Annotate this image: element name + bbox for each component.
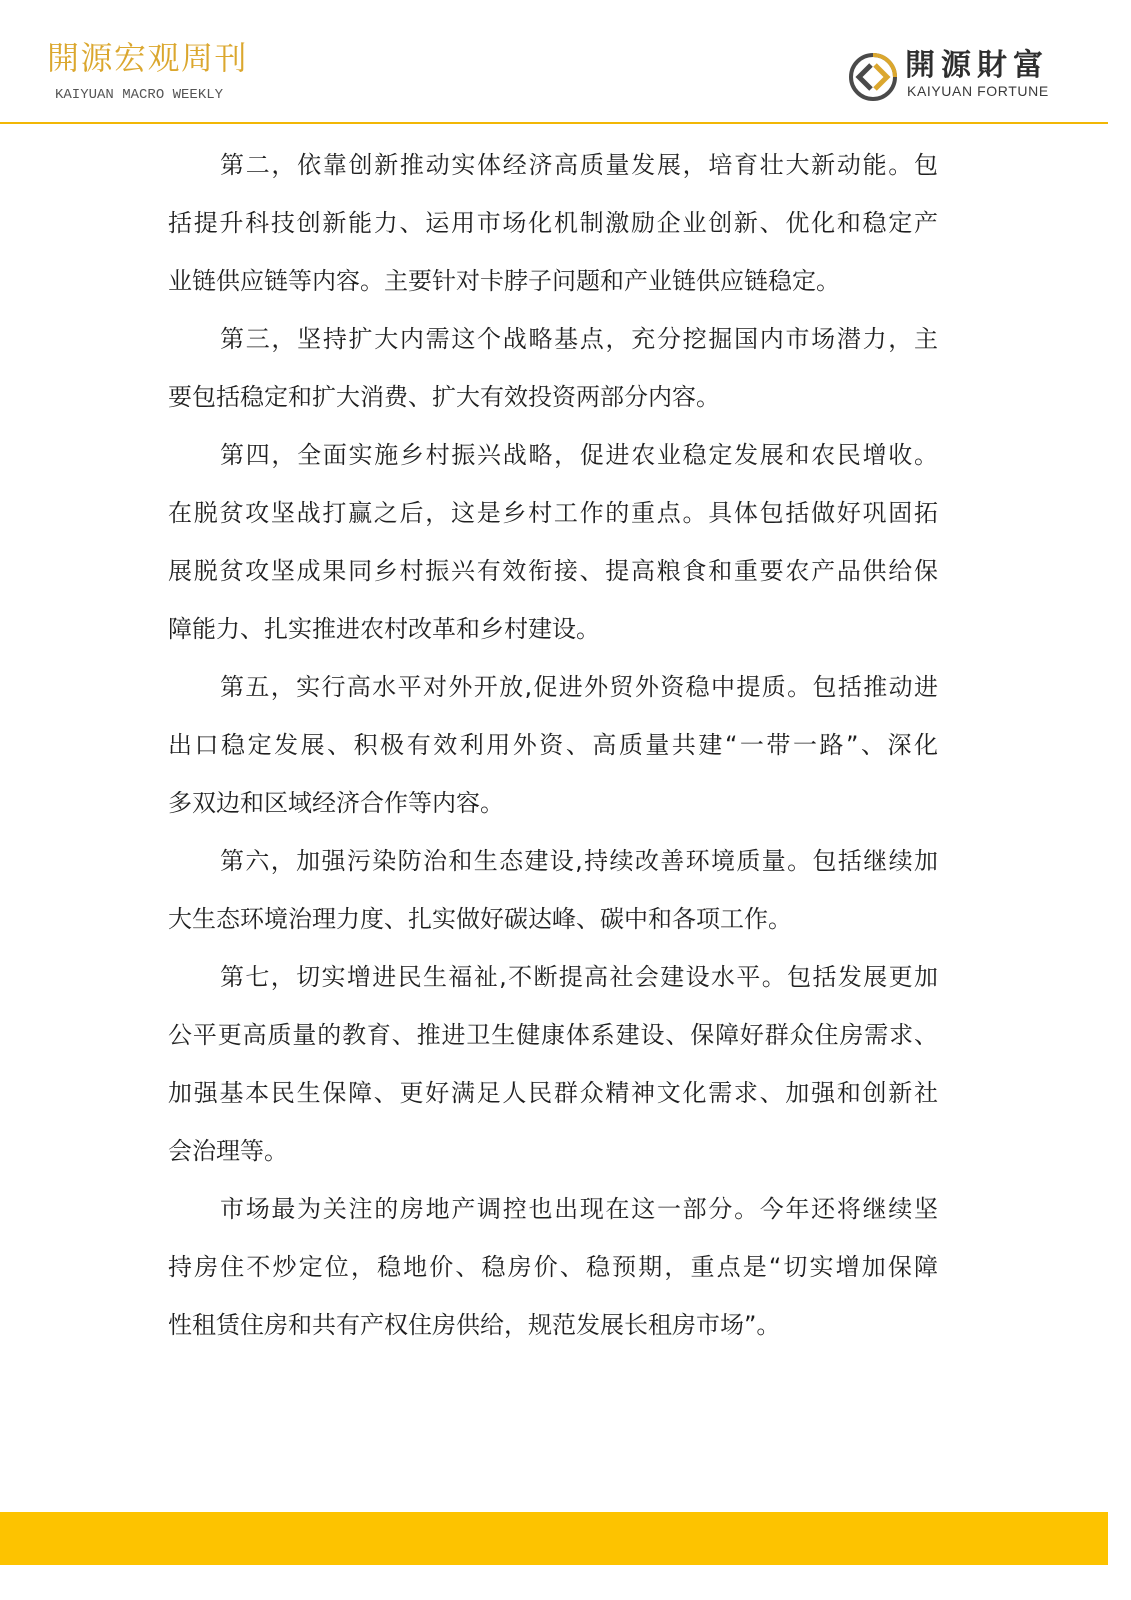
text-line: 性租赁住房和共有产权住房供给，规范发展长租房市场”。 <box>168 1311 781 1339</box>
article-body <box>168 136 938 1354</box>
text-line: 业链供应链等内容。主要针对卡脖子问题和产业链供应链稳定。 <box>168 267 840 295</box>
paragraph-6-ecology <box>168 832 938 948</box>
text-line: 加强基本民生保障、更好满足人民群众精神文化需求、加强和创新社 <box>168 1079 938 1107</box>
text-line: 市场最为关注的房地产调控也出现在这一部分。今年还将继续坚 <box>220 1195 938 1223</box>
text-line: 出口稳定发展、积极有效利用外资、高质量共建“一带一路”、深化 <box>168 731 938 759</box>
text-line: 第六，加强污染防治和生态建设,持续改善环境质量。包括继续加 <box>220 847 938 875</box>
text-line: 第四，全面实施乡村振兴战略，促进农业稳定发展和农民增收。 <box>220 441 938 469</box>
paragraph-2-innovation <box>168 136 938 310</box>
publication-subtitle: KAIYUAN MACRO WEEKLY <box>55 87 224 103</box>
text-line: 第五，实行高水平对外开放,促进外贸外资稳中提质。包括推动进 <box>220 673 938 701</box>
text-line: 大生态环境治理力度、扎实做好碳达峰、碳中和各项工作。 <box>168 905 792 933</box>
text-line: 要包括稳定和扩大消费、扩大有效投资两部分内容。 <box>168 383 720 411</box>
publication-title: 開源宏观周刊 <box>47 39 249 77</box>
paragraph-5-opening-up <box>168 658 938 832</box>
text-line: 会治理等。 <box>168 1137 288 1165</box>
footer-bar <box>0 1512 1108 1565</box>
text-line: 第三，坚持扩大内需这个战略基点，充分挖掘国内市场潜力，主 <box>220 325 938 353</box>
paragraph-real-estate <box>168 1180 938 1354</box>
text-line: 在脱贫攻坚战打赢之后，这是乡村工作的重点。具体包括做好巩固拓 <box>168 499 938 527</box>
logo-name: 開源財富 <box>905 48 1049 83</box>
text-line: 第二，依靠创新推动实体经济高质量发展，培育壮大新动能。包 <box>220 151 938 179</box>
text-line: 第七，切实增进民生福祉,不断提高社会建设水平。包括发展更加 <box>220 963 938 991</box>
header-divider <box>0 122 1108 124</box>
kaiyuan-chevron-circle-icon <box>847 51 899 103</box>
paragraph-3-domestic-demand <box>168 310 938 426</box>
text-line: 多双边和区域经济合作等内容。 <box>168 789 504 817</box>
text-line: 括提升科技创新能力、运用市场化机制激励企业创新、优化和稳定产 <box>168 209 938 237</box>
paragraph-4-rural-revitalization <box>168 426 938 658</box>
text-line: 公平更高质量的教育、推进卫生健康体系建设、保障好群众住房需求、 <box>168 1021 938 1049</box>
text-line: 展脱贫攻坚成果同乡村振兴有效衔接、提高粮食和重要农产品供给保 <box>168 557 938 585</box>
text-line: 障能力、扎实推进农村改革和乡村建设。 <box>168 615 600 643</box>
logo-subtitle: KAIYUAN FORTUNE <box>907 83 1049 99</box>
paragraph-7-livelihood <box>168 948 938 1180</box>
text-line: 持房住不炒定位，稳地价、稳房价、稳预期，重点是“切实增加保障 <box>168 1253 938 1281</box>
